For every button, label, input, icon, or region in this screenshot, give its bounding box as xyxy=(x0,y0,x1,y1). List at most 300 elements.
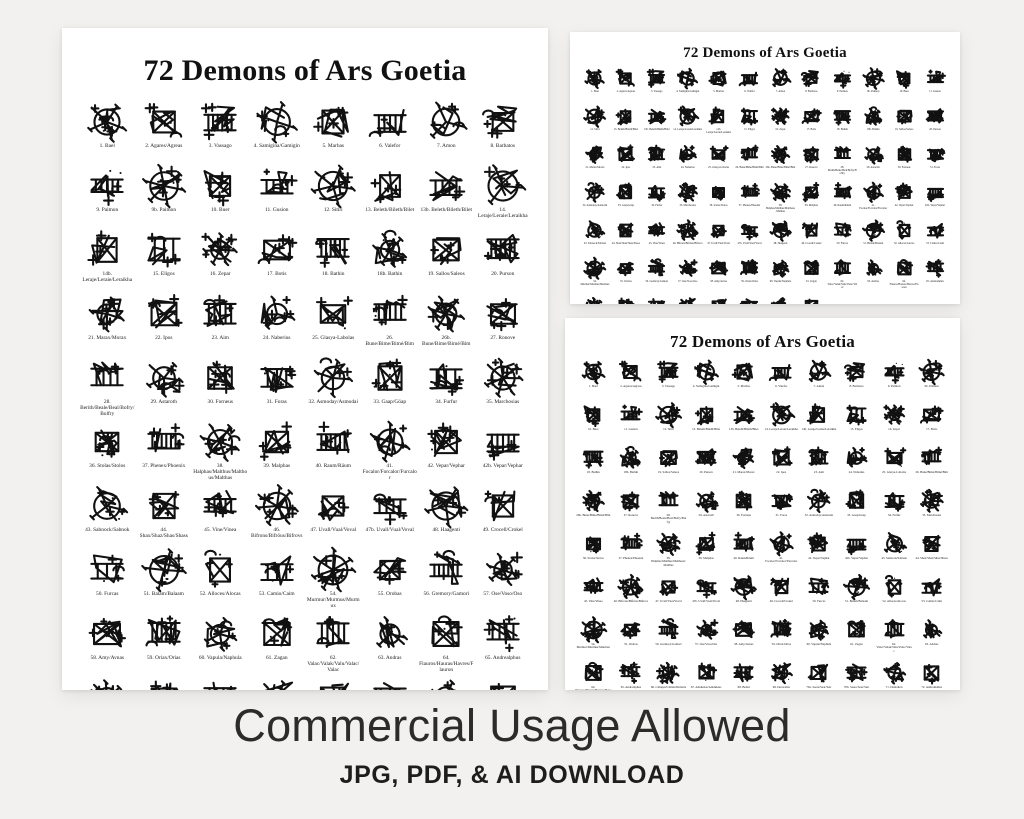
demon-cell xyxy=(137,102,192,163)
demon-caption: 13b. Beleth/Bileth/Bilet xyxy=(643,127,670,131)
demon-caption: 33. Gaap/Göap xyxy=(617,203,634,207)
demon-caption: 43. Sabnock/Sabnok xyxy=(583,241,606,245)
demon-caption: 2. Agares/Agreas xyxy=(145,143,183,149)
sigil-glyph xyxy=(481,102,525,142)
sigil-glyph xyxy=(424,294,468,334)
demon-cell xyxy=(913,403,950,444)
demon-cell xyxy=(765,258,795,295)
sigil-glyph xyxy=(255,422,299,462)
demon-cell xyxy=(725,575,762,616)
sigil-glyph xyxy=(142,678,186,690)
demon-cell xyxy=(763,575,800,616)
demon-caption: 44. Shax/Shaz/Shas/Shass xyxy=(611,241,640,245)
sigil-glyph xyxy=(646,68,667,89)
demon-cell xyxy=(642,144,672,181)
demon-cell xyxy=(765,182,795,219)
sigil-glyph xyxy=(894,182,915,203)
sigil-glyph xyxy=(739,258,760,279)
demon-caption: 47. Uvall/Vual/Voval xyxy=(655,598,682,603)
demon-cell xyxy=(575,532,612,573)
demon-caption: 13. Beleth/Bileth/Bilet xyxy=(613,127,639,131)
demon-cell xyxy=(763,403,800,444)
demon-caption: 35. Marchosias xyxy=(922,512,942,517)
demon-caption: 19. Sallos/Saleos xyxy=(427,271,465,277)
sigil-glyph xyxy=(801,220,822,241)
demon-caption: 28. Berith/Beale/Beal/Bofry/Bolfry xyxy=(827,165,857,175)
sigil-glyph xyxy=(368,678,412,690)
footer-subline: JPG, PDF, & AI DOWNLOAD xyxy=(339,761,685,789)
sigil-glyph xyxy=(615,182,636,203)
demon-caption: 23. Aim xyxy=(652,165,662,169)
demon-cell xyxy=(704,220,734,257)
sigil-glyph xyxy=(311,486,355,526)
demon-cell xyxy=(611,258,641,295)
demon-caption: 18. Bathin xyxy=(322,271,345,277)
demon-caption: 50. Furcas xyxy=(836,241,848,245)
demon-caption: 41. Focalor/Forcalor/Furcalor xyxy=(362,463,417,482)
demon-cell xyxy=(613,532,650,573)
demon-cell xyxy=(476,422,531,483)
demon-cell xyxy=(613,575,650,616)
demon-cell xyxy=(80,166,135,227)
demon-cell xyxy=(735,144,765,181)
poster-sheet-bottom[interactable] xyxy=(565,318,960,690)
demon-caption: 3. Vassago xyxy=(661,383,676,388)
sigil-glyph xyxy=(677,106,698,127)
demon-cell xyxy=(476,486,531,547)
sigil-glyph xyxy=(481,294,525,334)
sigil-glyph xyxy=(832,220,853,241)
sigil-glyph xyxy=(731,446,756,470)
demon-caption: 16. Zepar xyxy=(775,127,786,131)
demon-caption: 21. Marax/Morax xyxy=(732,469,755,474)
demon-cell xyxy=(827,68,857,105)
demon-cell xyxy=(796,106,826,143)
demon-cell xyxy=(476,678,531,690)
demon-cell xyxy=(765,220,795,257)
sigil-glyph xyxy=(311,230,355,270)
demon-caption: 65. Andrealphus xyxy=(926,279,944,283)
sigil-glyph xyxy=(882,489,907,513)
sigil-glyph xyxy=(142,422,186,462)
demon-caption: 49. Crocell/Crokel xyxy=(769,598,793,603)
sigil-glyph xyxy=(844,489,869,513)
sigil-glyph xyxy=(770,296,791,304)
sigil-glyph xyxy=(85,294,129,334)
sigil-glyph xyxy=(142,486,186,526)
demon-caption: 32. Asmoday/Asmodai xyxy=(582,203,608,207)
demon-caption: 67. Amdusias/Amdukias xyxy=(690,684,722,689)
sigil-glyph xyxy=(618,489,643,513)
demon-cell xyxy=(838,575,875,616)
demon-cell xyxy=(876,532,913,573)
demon-cell xyxy=(363,294,418,355)
demon-cell xyxy=(613,360,650,401)
demon-caption: 53. Camio/Caim xyxy=(258,591,295,597)
sigil-glyph xyxy=(615,68,636,89)
demon-cell xyxy=(137,294,192,355)
demon-caption: 58. Amy/Avnas xyxy=(90,655,124,661)
demon-cell xyxy=(858,106,888,143)
demon-caption: 17. Botis xyxy=(926,426,938,431)
demon-caption: 13b. Beleth/Bileth/Bilet xyxy=(420,207,472,213)
sigil-glyph xyxy=(694,489,719,513)
demon-cell xyxy=(650,489,687,530)
demon-cell xyxy=(763,446,800,487)
demon-caption: 51. Balam/Balaam xyxy=(863,241,884,245)
sigil-glyph xyxy=(424,550,468,590)
demon-caption: 4. Samigina/Gamigin xyxy=(676,89,700,93)
demon-cell xyxy=(80,102,135,163)
demon-caption: 29. Astaroth xyxy=(150,399,177,405)
demon-cell xyxy=(611,182,641,219)
demon-cell xyxy=(801,618,838,659)
sigil-glyph xyxy=(832,258,853,279)
demon-caption: 26. Bune/Bime/Bimé/Bim xyxy=(735,165,764,169)
demon-cell xyxy=(704,106,734,143)
sigil-glyph xyxy=(656,360,681,384)
demon-caption: 14. Leraje/Leraie/Leraikha xyxy=(673,127,703,131)
demon-cell xyxy=(801,489,838,530)
demon-cell xyxy=(642,296,672,304)
demon-cell xyxy=(611,296,641,304)
demon-caption: 26b. Bune/Bime/Bimé/Bim xyxy=(421,335,471,348)
sigil-glyph xyxy=(584,258,605,279)
demon-cell xyxy=(913,489,950,530)
demon-caption: 65. Andrealphus xyxy=(485,655,521,661)
demon-caption: 31. Foras xyxy=(775,512,788,517)
sigil-glyph xyxy=(731,661,756,685)
sigil-glyph xyxy=(806,360,831,384)
demon-caption: 26b. Bune/Bime/Bimé/Bim xyxy=(765,165,796,169)
sigil-glyph xyxy=(925,220,946,241)
demon-caption: 21. Marax/Morax xyxy=(585,165,605,169)
demon-cell xyxy=(650,532,687,573)
demon-caption: 15. Eligos xyxy=(152,271,175,277)
demon-cell xyxy=(580,296,610,304)
demon-caption: 18b. Bathin xyxy=(377,271,403,277)
demon-cell xyxy=(580,220,610,257)
demon-caption: 40. Raum/Räum xyxy=(733,555,754,560)
demon-caption: 1. Bael xyxy=(591,89,599,93)
sigil-glyph xyxy=(618,532,643,556)
sigil-glyph xyxy=(646,144,667,165)
sigil-glyph xyxy=(198,294,242,334)
sigil-glyph xyxy=(424,486,468,526)
sigil-glyph xyxy=(615,296,636,304)
demon-cell xyxy=(419,614,474,675)
demon-caption: 51. Balam/Balaam xyxy=(143,591,184,597)
demon-caption: 8. Barbatos xyxy=(849,383,864,388)
demon-caption: 61. Zagan xyxy=(805,279,817,283)
sigil-glyph xyxy=(694,575,719,599)
sigil-glyph xyxy=(708,182,729,203)
demon-caption: 37. Phenex/Phoenix xyxy=(738,203,761,207)
demon-caption: 14b. Leraje/Leraie/Leraikha xyxy=(706,127,731,134)
demon-cell xyxy=(476,166,531,227)
demon-caption: 37. Phenex/Phoenix xyxy=(142,463,186,469)
demon-cell xyxy=(419,678,474,690)
sigil-glyph xyxy=(198,486,242,526)
sigil-glyph xyxy=(863,144,884,165)
demon-cell xyxy=(575,403,612,444)
sigil-glyph xyxy=(801,68,822,89)
sigil-glyph xyxy=(919,532,944,556)
demon-cell xyxy=(876,618,913,659)
sigil-glyph xyxy=(919,446,944,470)
sigil-glyph xyxy=(882,403,907,427)
demon-caption: 14. Leraje/Leraie/Leraikha xyxy=(477,207,528,220)
demon-caption: 62. Valac/Valak/Valu/Valac/Valac xyxy=(876,641,912,653)
sigil-glyph xyxy=(677,220,698,241)
demon-caption: 38. Halphas/Malthus/Malthous/Malthas xyxy=(193,463,248,482)
demon-caption: 72. Andromalius xyxy=(921,684,942,689)
demon-caption: 31. Foras xyxy=(266,399,287,405)
demon-caption: 43. Sabnock/Sabnok xyxy=(85,527,130,533)
demon-caption: 36. Stolas/Stolos xyxy=(709,203,728,207)
demon-caption: 15. Eligos xyxy=(744,127,755,131)
sigil-glyph xyxy=(919,661,944,685)
demon-cell xyxy=(80,230,135,291)
demon-cell xyxy=(796,68,826,105)
demon-caption: 58. Amy/Avnas xyxy=(734,641,754,646)
demon-caption: 23. Aim xyxy=(813,469,824,474)
sigil-glyph xyxy=(769,661,794,685)
sigil-grid-main xyxy=(80,102,530,690)
demon-cell xyxy=(673,68,703,105)
demon-cell xyxy=(827,220,857,257)
demon-caption: 16. Zepar xyxy=(209,271,231,277)
sigil-grid-bottom xyxy=(575,360,950,690)
sigil-glyph xyxy=(198,422,242,462)
sigil-glyph xyxy=(618,403,643,427)
sigil-glyph xyxy=(919,403,944,427)
demon-caption: 46. Bifrons/Bifröus/Bifrovs xyxy=(250,527,303,540)
sigil-glyph xyxy=(708,106,729,127)
demon-cell xyxy=(858,220,888,257)
demon-cell xyxy=(193,550,248,611)
demon-cell xyxy=(889,68,919,105)
sigil-glyph xyxy=(894,68,915,89)
sigil-glyph xyxy=(925,106,946,127)
sigil-glyph xyxy=(424,422,468,462)
sigil-glyph xyxy=(646,220,667,241)
demon-caption: 71. Dantalion xyxy=(885,684,903,689)
demon-cell xyxy=(801,403,838,444)
demon-cell xyxy=(763,618,800,659)
demon-cell xyxy=(363,550,418,611)
poster-sheet-top[interactable] xyxy=(570,32,960,304)
sigil-glyph xyxy=(770,182,791,203)
demon-cell xyxy=(642,182,672,219)
sigil-glyph xyxy=(677,68,698,89)
sigil-glyph xyxy=(255,230,299,270)
demon-caption: 42b. Vepar/Vephar xyxy=(845,555,868,560)
demon-cell xyxy=(613,661,650,690)
sigil-glyph xyxy=(618,360,643,384)
demon-cell xyxy=(876,489,913,530)
demon-caption: 1. Bael xyxy=(588,383,598,388)
sigil-glyph xyxy=(198,550,242,590)
demon-cell xyxy=(137,550,192,611)
sigil-glyph xyxy=(142,358,186,398)
demon-cell xyxy=(476,550,531,611)
sigil-glyph xyxy=(863,106,884,127)
demon-caption: 24. Naberius xyxy=(262,335,291,341)
sigil-glyph xyxy=(882,532,907,556)
sigil-glyph xyxy=(806,575,831,599)
poster-sheet-main[interactable] xyxy=(62,28,548,690)
demon-cell xyxy=(796,182,826,219)
sigil-glyph xyxy=(844,618,869,642)
demon-cell xyxy=(613,403,650,444)
demon-caption: 7. Amon xyxy=(775,89,786,93)
sigil-glyph xyxy=(424,102,468,142)
demon-cell xyxy=(838,618,875,659)
sigil-glyph xyxy=(832,106,853,127)
demon-cell xyxy=(688,403,725,444)
demon-cell xyxy=(913,575,950,616)
demon-cell xyxy=(889,106,919,143)
demon-cell xyxy=(193,166,248,227)
demon-cell xyxy=(137,486,192,547)
demon-caption: 6. Valefor xyxy=(379,143,401,149)
demon-caption: 28. Berith/Beale/Beal/Bofry/Bolfry xyxy=(80,399,135,418)
sigil-glyph xyxy=(770,220,791,241)
sigil-glyph xyxy=(311,294,355,334)
sigil-glyph xyxy=(677,182,698,203)
demon-cell xyxy=(801,661,838,690)
sigil-glyph xyxy=(255,486,299,526)
sigil-glyph xyxy=(85,230,129,270)
sigil-glyph xyxy=(581,403,606,427)
demon-cell xyxy=(889,182,919,219)
demon-caption: 5. Marbas xyxy=(322,143,345,149)
demon-caption: 27. Ronove xyxy=(805,165,818,169)
sigil-glyph xyxy=(806,403,831,427)
demon-caption: 13. Beleth/Bileth/Bilet xyxy=(692,426,721,431)
demon-caption: 20. Purson xyxy=(929,127,941,131)
demon-cell xyxy=(193,294,248,355)
demon-cell xyxy=(920,220,950,257)
demon-cell xyxy=(306,166,361,227)
demon-caption: 59. Oriax/Orias xyxy=(771,641,791,646)
demon-caption: 3. Vassago xyxy=(651,89,663,93)
sigil-glyph xyxy=(731,618,756,642)
sigil-glyph xyxy=(368,422,412,462)
demon-cell xyxy=(913,532,950,573)
demon-cell xyxy=(796,258,826,295)
demon-cell xyxy=(137,614,192,675)
demon-caption: 16. Zepar xyxy=(888,426,901,431)
demon-cell xyxy=(827,182,857,219)
demon-caption: 7. Amon xyxy=(813,383,825,388)
demon-caption: 44. Shax/Shaz/Shas/Shass xyxy=(915,555,948,560)
demon-caption: 70b. Seere/Sear/Seir xyxy=(843,684,870,689)
demon-cell xyxy=(801,575,838,616)
demon-caption: 62. Valac/Valak/Valu/Valac/Valac xyxy=(827,279,858,289)
demon-cell xyxy=(193,486,248,547)
demon-caption: 26b. Bune/Bime/Bimé/Bim xyxy=(576,512,611,517)
demon-caption: 34. Furfur xyxy=(651,203,663,207)
sigil-glyph xyxy=(255,550,299,590)
demon-caption: 45. Vine/Vinea xyxy=(648,241,665,245)
demon-caption: 23. Aim xyxy=(211,335,229,341)
sigil-glyph xyxy=(844,661,869,685)
demon-cell xyxy=(796,144,826,181)
demon-cell xyxy=(80,422,135,483)
sigil-glyph xyxy=(584,144,605,165)
demon-caption: 38. Halphas/Malthus/Malthous/Malthas xyxy=(651,555,686,567)
demon-cell xyxy=(735,258,765,295)
sigil-glyph xyxy=(85,422,129,462)
sigil-glyph xyxy=(368,614,412,654)
demon-caption: 47. Uvall/Vual/Voval xyxy=(707,241,730,245)
sigil-glyph xyxy=(656,661,681,685)
demon-caption: 37. Phenex/Phoenix xyxy=(618,555,644,560)
demon-cell xyxy=(688,618,725,659)
sigil-glyph xyxy=(739,106,760,127)
demon-caption: 39. Malphas xyxy=(698,555,714,560)
sigil-glyph xyxy=(85,166,129,206)
sigil-glyph xyxy=(368,230,412,270)
demon-cell xyxy=(613,446,650,487)
demon-caption: 21. Marax/Morax xyxy=(88,335,127,341)
sigil-glyph xyxy=(801,106,822,127)
demon-cell xyxy=(725,618,762,659)
sigil-glyph xyxy=(739,296,760,304)
sheet-top-title: 72 Demons of Ars Goetia xyxy=(683,45,847,61)
sigil-glyph xyxy=(739,182,760,203)
demon-cell xyxy=(306,550,361,611)
demon-cell xyxy=(920,182,950,219)
demon-caption: 33. Gaap/Göap xyxy=(373,399,407,405)
demon-caption: 28. Berith/Beale/Beal/Bofry/Bolfry xyxy=(650,512,687,524)
demon-caption: 10. Buer xyxy=(899,89,909,93)
demon-cell xyxy=(642,258,672,295)
demon-cell xyxy=(704,258,734,295)
demon-caption: 59. Oriax/Orias xyxy=(146,655,181,661)
sigil-glyph xyxy=(311,550,355,590)
sigil-glyph xyxy=(832,182,853,203)
demon-caption: 61. Zagan xyxy=(265,655,288,661)
demon-cell xyxy=(765,68,795,105)
demon-cell xyxy=(193,614,248,675)
demon-caption: 43. Sabnock/Sabnok xyxy=(881,555,907,560)
demon-cell xyxy=(725,446,762,487)
sigil-glyph xyxy=(656,532,681,556)
demon-cell xyxy=(306,294,361,355)
sigil-glyph xyxy=(925,144,946,165)
demon-caption: 29. Astaroth xyxy=(866,165,880,169)
demon-caption: 10. Buer xyxy=(210,207,230,213)
sigil-glyph xyxy=(769,532,794,556)
demon-cell xyxy=(858,144,888,181)
sigil-glyph xyxy=(863,68,884,89)
sigil-glyph xyxy=(677,258,698,279)
demon-caption: 40. Raum/Räum xyxy=(315,463,351,469)
demon-caption: 18. Bathin xyxy=(836,127,848,131)
sigil-grid-top xyxy=(580,68,950,304)
sigil-glyph xyxy=(198,678,242,690)
demon-cell xyxy=(688,532,725,573)
demon-caption: 40. Raum/Räum xyxy=(833,203,852,207)
demon-cell xyxy=(827,258,857,295)
sigil-glyph xyxy=(646,296,667,304)
sigil-glyph xyxy=(656,489,681,513)
demon-cell xyxy=(801,532,838,573)
demon-caption: 55. Orobas xyxy=(377,591,402,597)
